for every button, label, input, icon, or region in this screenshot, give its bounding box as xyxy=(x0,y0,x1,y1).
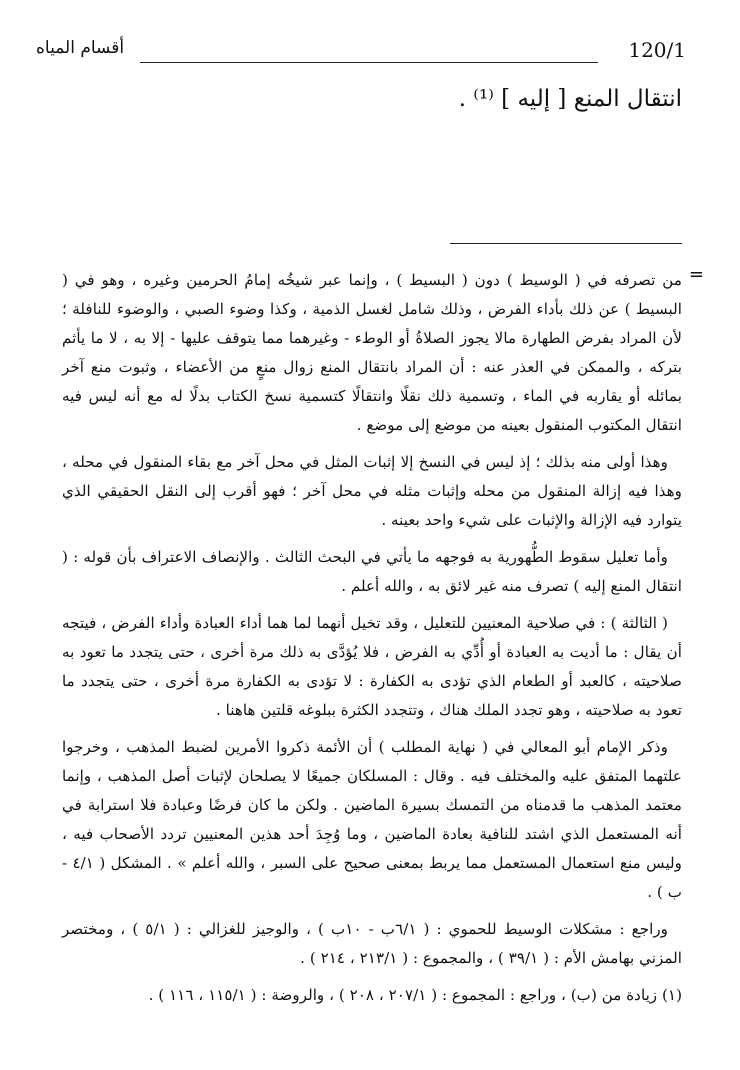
footnote-1: (١) زيادة من (ب) ، وراجع : المجموع : ( ٢٠٧/١ ، ٢٠٨ ) ، والروضة : ( ١١٥/١ ، ١١٦ ) . xyxy=(148,986,682,1004)
footnotes-section xyxy=(62,266,682,1018)
footnote-paragraph: وذكر الإمام أبو المعالي في ( نهاية المطلب ) أن الأئمة ذكروا الأمرين لضبط المذهب ، وخرجوا علتهما المتفق عليه والمختلف فيه . وقال : المسلكان جميعًا لا يصلحان لإثبات أصل المذهب ، وإنما معتمد المذهب ما قدمناه من التمسك بسيرة الماضين . ولكن ما كان فرضًا وعبادة فلا استرابة في أنه المستعمل الذي اشتد للنافية بعادة الماضين ، وما وُجِدَ أحد هذين المعنيين تردد الأصحاب فيه ، وليس منع استعمال المستعمل مما يربط بمعنى صحيح على السبر ، والله أعلم » . المشكل ( ٤/١ - ب ) . xyxy=(62,738,682,901)
footnote-paragraph: ( الثالثة ) : في صلاحية المعنيين للتعليل ، وقد تخيل أنهما لما هما أداء العبادة وأداء الفرض ، فيتجه أن يقال : ما أديت به العبادة أو أُدِّي به الفرض ، فلا يُؤدَّى به ذلك مرة أخرى ، حتى يتجدد ما تعود به صلاحيته ، كالعبد أو الطعام الذي تؤدى به الكفارة : لا تؤدى به الكفارة مرة أخرى ، حتى يتجدد ما تعود به صلاحيته ، وهو تجدد الملك هناك ، وتتجدد الكثرة ببلوغه قلتين هاهنا . xyxy=(62,614,682,719)
footnote-paragraph: وراجع : مشكلات الوسيط للحموي : ( ٦/١ب - ١٠ب ) ، والوجيز للغزالي : ( ٥/١ ) ، ومختصر المزني بهامش الأم : ( ٣٩/١ ) ، والمجموع : ( ٢١٣/١ ، ٢١٤ ) . xyxy=(62,920,682,967)
footnote-paragraph: وهذا أولى منه بذلك ؛ إذ ليس في النسخ إلا إثبات المثل في محل آخر مع بقاء المنقول في محله ، وهذا فيه إزالة المنقول من محله وإثبات مثله في محل آخر ؛ فهو أقرب إلى النقل الحقيقي الذي يتوارد فيه الإزالة والإثبات على شيء واحد بعينه . xyxy=(62,453,682,529)
page-header xyxy=(36,38,686,68)
footnote-separator xyxy=(450,243,682,244)
running-title: أقسام المياه xyxy=(36,38,125,58)
continuation-mark: = xyxy=(688,264,704,285)
main-text: انتقال المنع [ إليه ] ⁽¹⁾ . xyxy=(458,86,682,112)
header-rule xyxy=(140,62,598,63)
footnote-paragraph: من تصرفه في ( الوسيط ) دون ( البسيط ) ، وإنما عبر شيخُه إمامُ الحرمين وغيره ، وهو في ( البسيط ) عن ذلك بأداء الفرض ، وذلك شامل لغسل الذمية ، وكذا وضوء الصبي ، والوضوء للنافلة ؛ لأن المراد بفرض الطهارة مالا يجوز الصلاةُ أو الوطء - وغيرهما مما يتوقف عليها - إلا به ، لا ما يأثم بتركه ، والممكن في العذر عنه : أن المراد بانتقال المنع زوال منعٍ من الأعضاء ، وثبوت منع آخر بمائله أو يقاربه في الماء ، وتسمية ذلك نقلًا وانتقالًا كتسمية نسخ الكتاب بدلًا له مع أنه ليس فيه انتقال المكتوب المنقول بعينه من موضع إلى موضع . xyxy=(62,271,682,434)
footnote-paragraph: وأما تعليل سقوط الطُّهورية به فوجهه ما يأتي في البحث الثالث . والإنصاف الاعتراف بأن قوله : ( انتقال المنع إليه ) تصرف منه غير لائق به ، والله أعلم . xyxy=(62,548,682,595)
page-number: 120/1 xyxy=(628,38,686,62)
